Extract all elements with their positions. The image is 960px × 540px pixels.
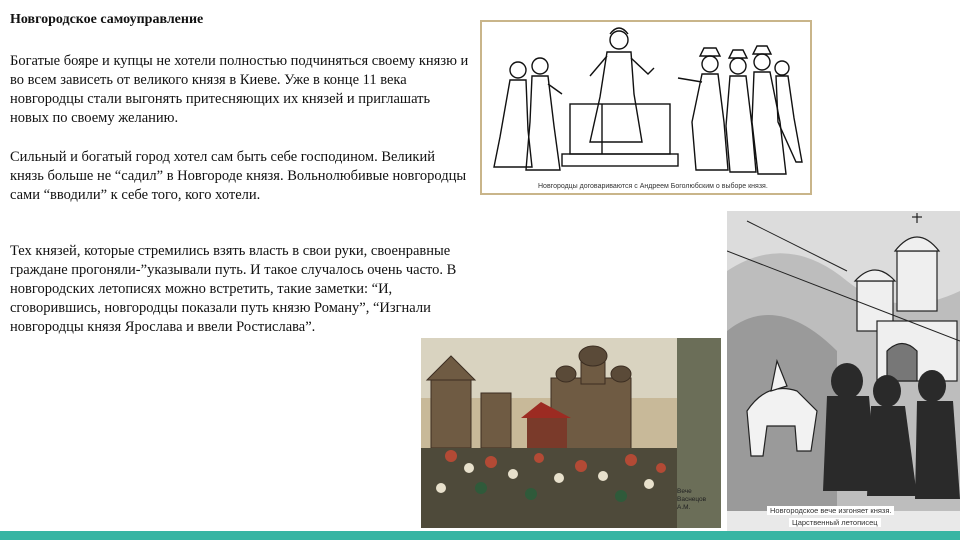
painting-author: Васнецов А.М. (677, 496, 707, 511)
veche-painting (421, 338, 721, 528)
paragraph-2: Сильный и богатый город хотел сам быть себе господином. Великий князь больше не “садил” в Новгороде князя. Вольнолюбивые новгородцы сами “вводили” к себе того, кого хотели. (10, 149, 467, 203)
paragraph-3: Тех князей, которые стремились взять власть в свои руки, своенравные граждане прогоняли-”указывали путь. И такое случалось очень часто. В новгородских летописях можно встретить, такие заметки: “И, сговорившись, новгородцы показали путь князю Роману”, “Изгнали новгородцы князя Ярослава и ввели Ростислава”. (10, 243, 457, 335)
right-illustration-caption: Новгородское вече изгоняет князя. (767, 506, 894, 515)
veche-expels-prince-illustration (727, 211, 960, 531)
chronicle-drawing (727, 211, 960, 511)
painting-title: Вече (677, 488, 692, 495)
veche-painting-art (421, 338, 677, 528)
top-illustration-caption: Новгородцы договариваются с Андреем Боголюбским о выборе князя. (538, 183, 768, 190)
paragraph-1: Богатые бояре и купцы не хотели полностью подчиняться своему князю и во всем зависеть от великого князя в Киеве. Уже в конце 11 века новгородцы стали выгонять притесняющих их князей и приглашать новых по своему желанию. (10, 53, 469, 126)
right-illustration-source: Царственный летописец (789, 518, 881, 527)
throne-block (570, 104, 670, 154)
painting-signature (677, 488, 721, 512)
negotiation-illustration (480, 20, 812, 195)
slide-title: Новгородское самоуправление (10, 12, 204, 27)
negotiation-drawing (482, 22, 810, 182)
footer-bar (0, 531, 960, 540)
prince-head (610, 31, 628, 49)
